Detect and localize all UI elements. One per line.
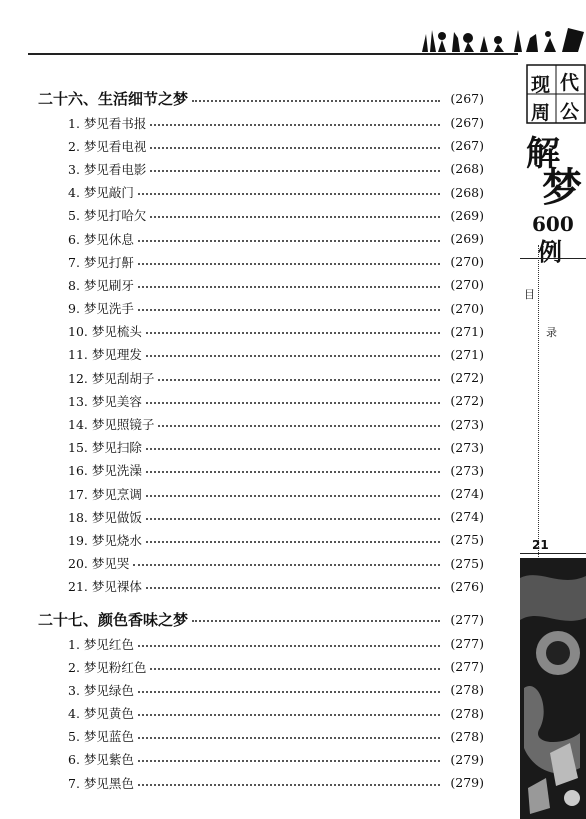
entry-page: (269): [450, 231, 484, 247]
table-of-contents: [38, 86, 484, 794]
entry-title: 7. 梦见黑色: [68, 775, 134, 791]
toc-entry[interactable]: [38, 702, 484, 725]
dot-leader: [138, 263, 440, 265]
entry-title: 4. 梦见黄色: [68, 706, 134, 722]
entry-title: 5. 梦见打哈欠: [68, 208, 147, 224]
dot-leader: [138, 193, 440, 195]
dot-leader: [138, 784, 440, 786]
brand-char-4: 公: [560, 101, 580, 123]
entry-title: 6. 梦见紫色: [68, 752, 134, 768]
section-title: 二十六、生活细节之梦: [38, 90, 189, 108]
toc-entry[interactable]: [38, 157, 484, 180]
entry-title: 16. 梦见洗澡: [68, 463, 142, 479]
entry-title: 10. 梦见梳头: [68, 324, 142, 340]
entry-title: 12. 梦见刮胡子: [68, 370, 155, 386]
entry-title: 11. 梦见理发: [68, 347, 142, 363]
toc-entry[interactable]: [38, 412, 484, 435]
dot-leader: [146, 587, 440, 589]
entry-page: (279): [450, 775, 484, 791]
entry-title: 4. 梦见敲门: [68, 185, 134, 201]
dot-leader: [150, 216, 440, 218]
dot-leader: [138, 240, 440, 242]
toc-entry[interactable]: [38, 528, 484, 551]
dot-leader: [138, 645, 440, 647]
header-rule: [28, 53, 518, 55]
dot-leader: [146, 448, 440, 450]
entry-page: (274): [450, 486, 484, 502]
entry-page: (278): [450, 728, 484, 744]
dot-leader: [138, 286, 440, 288]
entry-page: (268): [450, 184, 484, 200]
entry-title: 6. 梦见休息: [68, 231, 134, 247]
dot-leader: [150, 668, 440, 670]
entry-title: 13. 梦见美容: [68, 393, 142, 409]
entry-page: (278): [450, 705, 484, 721]
dot-leader: [146, 402, 440, 404]
entry-title: 19. 梦见烧水: [68, 532, 142, 548]
title-char-meng: 梦: [542, 164, 582, 211]
entry-title: 7. 梦见打鼾: [68, 254, 134, 270]
toc-entry[interactable]: [38, 655, 484, 678]
entry-page: (270): [450, 277, 484, 293]
book-sidebar: [520, 60, 586, 819]
contents-label-2: 录: [546, 326, 557, 339]
entry-page: (270): [450, 254, 484, 270]
brand-char-3: 周: [531, 102, 551, 124]
toc-entry[interactable]: [38, 227, 484, 250]
toc-entry[interactable]: [38, 436, 484, 459]
section-page: (267): [450, 91, 484, 106]
entry-page: (277): [450, 636, 484, 652]
brand-char-2: 代: [560, 72, 580, 94]
dot-leader: [146, 495, 440, 497]
entry-title: 21. 梦见裸体: [68, 579, 142, 595]
entry-page: (267): [450, 115, 484, 131]
dot-leader: [158, 379, 440, 381]
toc-entry[interactable]: [38, 134, 484, 157]
entry-page: (270): [450, 300, 484, 316]
entry-title: 9. 梦见洗手: [68, 301, 134, 317]
entry-page: (272): [450, 393, 484, 409]
entry-page: (276): [450, 578, 484, 594]
entry-title: 1. 梦见红色: [68, 636, 134, 652]
entry-page: (273): [450, 462, 484, 478]
toc-entry[interactable]: [38, 273, 484, 296]
title-count: 600: [532, 212, 574, 236]
header-ornament-image: [418, 24, 586, 54]
toc-entry[interactable]: [38, 552, 484, 575]
entry-title: 2. 梦见看电视: [68, 138, 147, 154]
toc-section-heading[interactable]: [38, 86, 484, 111]
entry-page: (274): [450, 509, 484, 525]
toc-entry[interactable]: [38, 366, 484, 389]
dot-leader: [146, 332, 440, 334]
entry-title: 18. 梦见做饭: [68, 509, 142, 525]
entry-page: (273): [450, 439, 484, 455]
toc-entry[interactable]: [38, 632, 484, 655]
dot-leader: [146, 471, 440, 473]
entry-page: (272): [450, 370, 484, 386]
dot-leader: [146, 355, 440, 357]
toc-entry[interactable]: [38, 459, 484, 482]
toc-entry[interactable]: [38, 250, 484, 273]
title-count-suffix: 例: [538, 237, 562, 266]
entry-page: (267): [450, 138, 484, 154]
toc-entry[interactable]: [38, 343, 484, 366]
toc-entry[interactable]: [38, 748, 484, 771]
toc-entry[interactable]: [38, 111, 484, 134]
toc-entry[interactable]: [38, 297, 484, 320]
toc-entry[interactable]: [38, 505, 484, 528]
brand-logo: [526, 64, 586, 124]
entry-page: (271): [450, 346, 484, 362]
dot-leader: [133, 564, 440, 566]
entry-title: 1. 梦见看书报: [68, 115, 147, 131]
dot-leader: [192, 100, 440, 102]
entry-title: 3. 梦见看电影: [68, 161, 147, 177]
toc-entry[interactable]: [38, 389, 484, 412]
toc-entry[interactable]: [38, 575, 484, 598]
dot-leader: [138, 737, 440, 739]
entry-title: 15. 梦见扫除: [68, 440, 142, 456]
toc-entry[interactable]: [38, 320, 484, 343]
sidebar-rule: [520, 258, 586, 259]
dot-leader: [138, 760, 440, 762]
toc-entry[interactable]: [38, 204, 484, 227]
entry-title: 5. 梦见蓝色: [68, 729, 134, 745]
entry-title: 8. 梦见刷牙: [68, 277, 134, 293]
entry-page: (269): [450, 207, 484, 223]
dot-leader: [146, 518, 440, 520]
entry-page: (271): [450, 323, 484, 339]
dot-leader: [158, 425, 440, 427]
dot-leader: [138, 714, 440, 716]
page-number-rule: [520, 553, 586, 554]
entry-page: (278): [450, 682, 484, 698]
dot-leader: [146, 541, 440, 543]
dot-leader: [138, 691, 440, 693]
entry-page: (275): [450, 532, 484, 548]
toc-section-heading[interactable]: [38, 607, 484, 632]
contents-label-1: 目: [524, 288, 535, 301]
toc-entry[interactable]: [38, 771, 484, 794]
dot-leader: [150, 124, 440, 126]
entry-title: 20. 梦见哭: [68, 556, 130, 572]
entry-page: (268): [450, 161, 484, 177]
dot-leader: [150, 147, 440, 149]
toc-entry[interactable]: [38, 725, 484, 748]
toc-entry[interactable]: [38, 181, 484, 204]
section-page: (277): [450, 611, 484, 627]
dot-leader: [192, 620, 440, 622]
title-char-jie: 解: [526, 134, 560, 174]
entry-page: (273): [450, 416, 484, 432]
entry-title: 2. 梦见粉红色: [68, 659, 147, 675]
dot-leader: [150, 170, 440, 172]
entry-page: (275): [450, 555, 484, 571]
toc-entry[interactable]: [38, 678, 484, 701]
toc-entry[interactable]: [38, 482, 484, 505]
brand-char-1: 现: [531, 74, 551, 96]
entry-title: 3. 梦见绿色: [68, 682, 134, 698]
entry-page: (279): [450, 751, 484, 767]
decorative-photo-image: [520, 558, 586, 819]
entry-title: 14. 梦见照镜子: [68, 417, 155, 433]
entry-page: (277): [450, 659, 484, 675]
page-number: 21: [532, 538, 549, 552]
dot-leader: [138, 309, 440, 311]
section-title: 二十七、颜色香味之梦: [38, 610, 189, 629]
entry-title: 17. 梦见烹调: [68, 486, 142, 502]
